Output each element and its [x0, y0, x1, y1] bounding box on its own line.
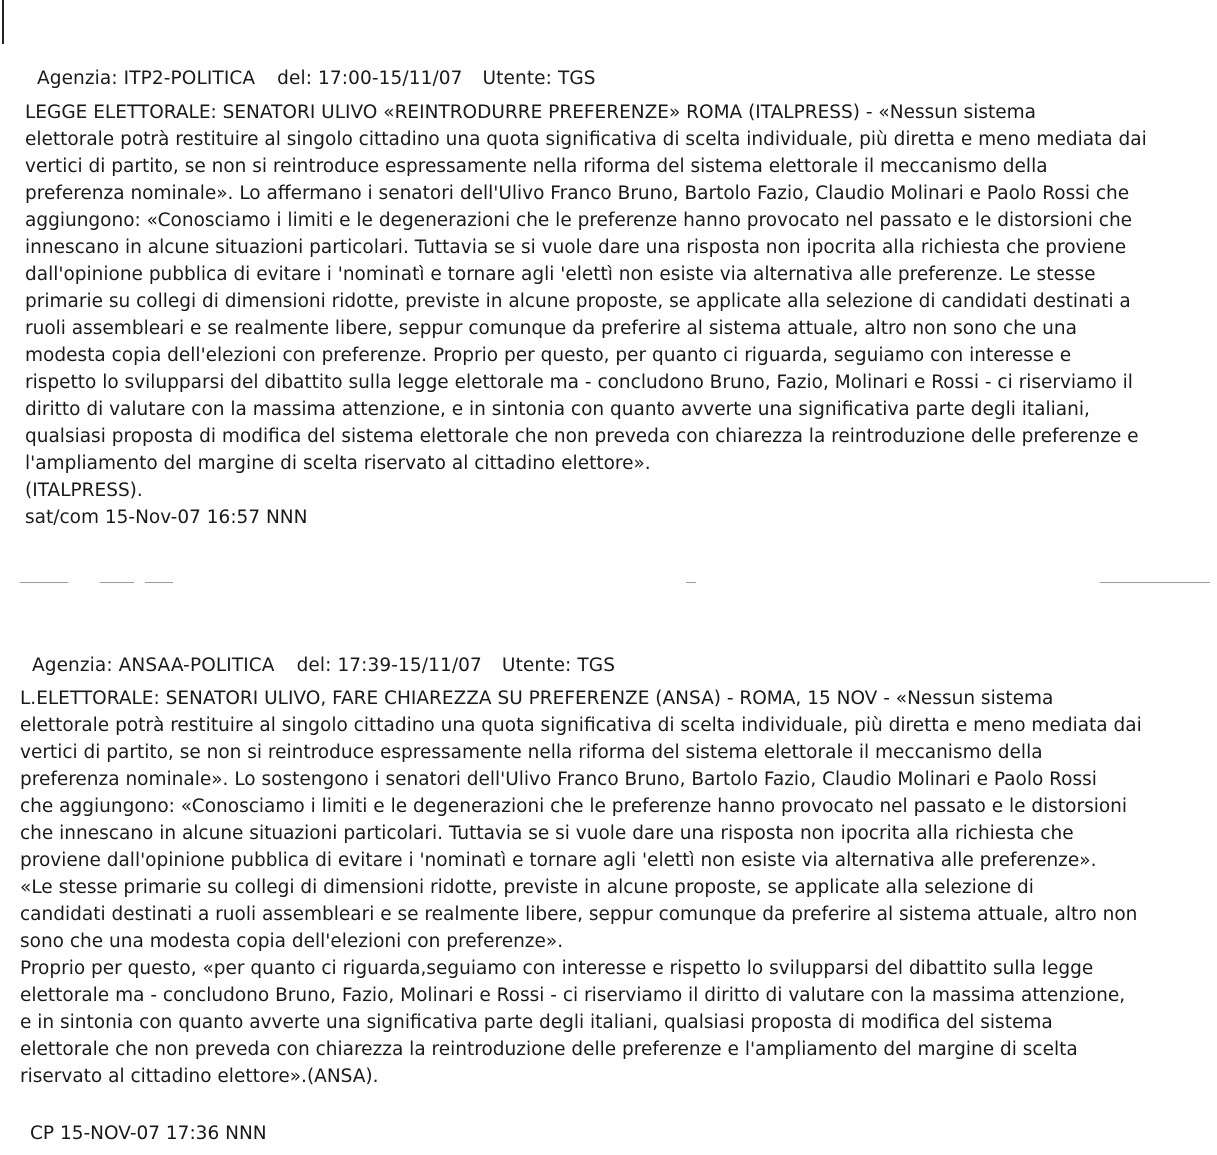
- item2-header: [20, 634, 615, 676]
- item1-line: diritto di valutare con la massima attenzione, e in sintonia con quanto avverte una significativa parte degli italiani,: [25, 399, 1090, 420]
- separator-line: [20, 582, 68, 583]
- item2-line: elettorale potrà restituire al singolo cittadino una quota significativa di scelta individuale, più diretta e meno mediata dai: [20, 715, 1142, 736]
- item2-line: riservato al cittadino elettore».(ANSA).: [20, 1066, 379, 1087]
- item1-line: primarie su collegi di dimensioni ridotte, previste in alcune proposte, se applicate alla selezione di candidati destinati a: [25, 291, 1131, 312]
- item2-agency: Agenzia: ANSAA-POLITICA: [31, 655, 275, 676]
- separator-line: [1100, 582, 1210, 583]
- item1-line: LEGGE ELETTORALE: SENATORI ULIVO «REINTRODURRE PREFERENZE» ROMA (ITALPRESS) - «Nessun sistema: [25, 102, 1036, 123]
- item2-date: del: 17:39-15/11/07: [296, 655, 482, 676]
- item1-agency: Agenzia: ITP2-POLITICA: [36, 68, 256, 89]
- item1-line: qualsiasi proposta di modifica del sistema elettorale che non preveda con chiarezza la reintroduzione delle preferenze e: [25, 426, 1139, 447]
- item2-line: preferenza nominale». Lo sostengono i senatori dell'Ulivo Franco Bruno, Bartolo Fazio, Claudio Molinari e Paolo Rossi: [20, 769, 1097, 790]
- item1-line: rispetto lo svilupparsi del dibattito sulla legge elettorale ma - concludono Bruno, Fazio, Molinari e Rossi - ci riserviamo il: [25, 372, 1133, 393]
- item1-line: l'ampliamento del margine di scelta riservato al cittadino elettore».: [25, 453, 651, 474]
- item2-line: «Le stesse primarie su collegi di dimensioni ridotte, previste in alcune proposte, se applicate alla selezione di: [20, 877, 1034, 898]
- item1-header: [25, 47, 596, 89]
- item2-line: L.ELETTORALE: SENATORI ULIVO, FARE CHIAREZZA SU PREFERENZE (ANSA) - ROMA, 15 NOV - «Nessun sistema: [20, 688, 1054, 709]
- item2-line: proviene dall'opinione pubblica di evitare i 'nominatì e tornare agli 'elettì non esiste via alternativa alle preferenze».: [20, 850, 1097, 871]
- item2-line: candidati destinati a ruoli assembleari e se realmente libere, seppur comunque da preferire al sistema attuale, altro non: [20, 904, 1138, 925]
- separator-line: [100, 582, 134, 583]
- item1-line: aggiungono: «Conosciamo i limiti e le degenerazioni che le preferenze hanno provocato nel passato e le distorsioni che: [25, 210, 1133, 231]
- item2-line: vertici di partito, se non si reintroduce espressamente nella riforma del sistema elettorale il meccanismo della: [20, 742, 1043, 763]
- item2-user: Utente: TGS: [501, 655, 616, 676]
- item1-line: modesta copia dell'elezioni con preferenze. Proprio per questo, per quanto ci riguarda, seguiamo con interesse e: [25, 345, 1072, 366]
- item2-line: che aggiungono: «Conosciamo i limiti e le degenerazioni che le preferenze hanno provocato nel passato e le distorsioni: [20, 796, 1128, 817]
- item1-line: preferenza nominale». Lo affermano i senatori dell'Ulivo Franco Bruno, Bartolo Fazio, Claudio Molinari e Paolo Rossi che: [25, 183, 1130, 204]
- item1-source: (ITALPRESS).: [25, 480, 143, 501]
- item1-line: ruoli assembleari e se realmente libere, seppur comunque da preferire al sistema attuale, altro non sono che una: [25, 318, 1077, 339]
- item1-line: elettorale potrà restituire al singolo cittadino una quota significativa di scelta individuale, più diretta e meno mediata dai: [25, 129, 1147, 150]
- item2-footer: CP 15-NOV-07 17:36 NNN: [30, 1123, 267, 1144]
- item1-body: [25, 99, 1147, 531]
- item2-line: elettorale che non preveda con chiarezza la reintroduzione delle preferenze e l'ampliamento del margine di scelta: [20, 1039, 1078, 1060]
- item2-body: [20, 685, 1142, 1090]
- item2-line: sono che una modesta copia dell'elezioni con preferenze».: [20, 931, 564, 952]
- scan-edge-mark: [2, 0, 4, 44]
- item2-line: Proprio per questo, «per quanto ci riguarda,seguiamo con interesse e rispetto lo svilupparsi del dibattito sulla legge: [20, 958, 1094, 979]
- item1-line: dall'opinione pubblica di evitare i 'nominatì e tornare agli 'elettì non esiste via alternativa alle preferenze. Le stesse: [25, 264, 1096, 285]
- item2-line: elettorale ma - concludono Bruno, Fazio, Molinari e Rossi - ci riserviamo il diritto di valutare con la massima attenzione,: [20, 985, 1126, 1006]
- separator-line: [686, 582, 696, 583]
- item1-line: innescano in alcune situazioni particolari. Tuttavia se si vuole dare una risposta non ipocrita alla richiesta che proviene: [25, 237, 1127, 258]
- item1-user: Utente: TGS: [482, 68, 596, 89]
- item2-line: che innescano in alcune situazioni particolari. Tuttavia se si vuole dare una risposta non ipocrita alla richiesta che: [20, 823, 1074, 844]
- item2-line: e in sintonia con quanto avverte una significativa parte degli italiani, qualsiasi proposta di modifica del sistema: [20, 1012, 1053, 1033]
- item1-line: vertici di partito, se non si reintroduce espressamente nella riforma del sistema elettorale il meccanismo della: [25, 156, 1048, 177]
- item1-date: del: 17:00-15/11/07: [277, 68, 463, 89]
- separator-line: [145, 582, 173, 583]
- item1-footer: sat/com 15-Nov-07 16:57 NNN: [25, 507, 308, 528]
